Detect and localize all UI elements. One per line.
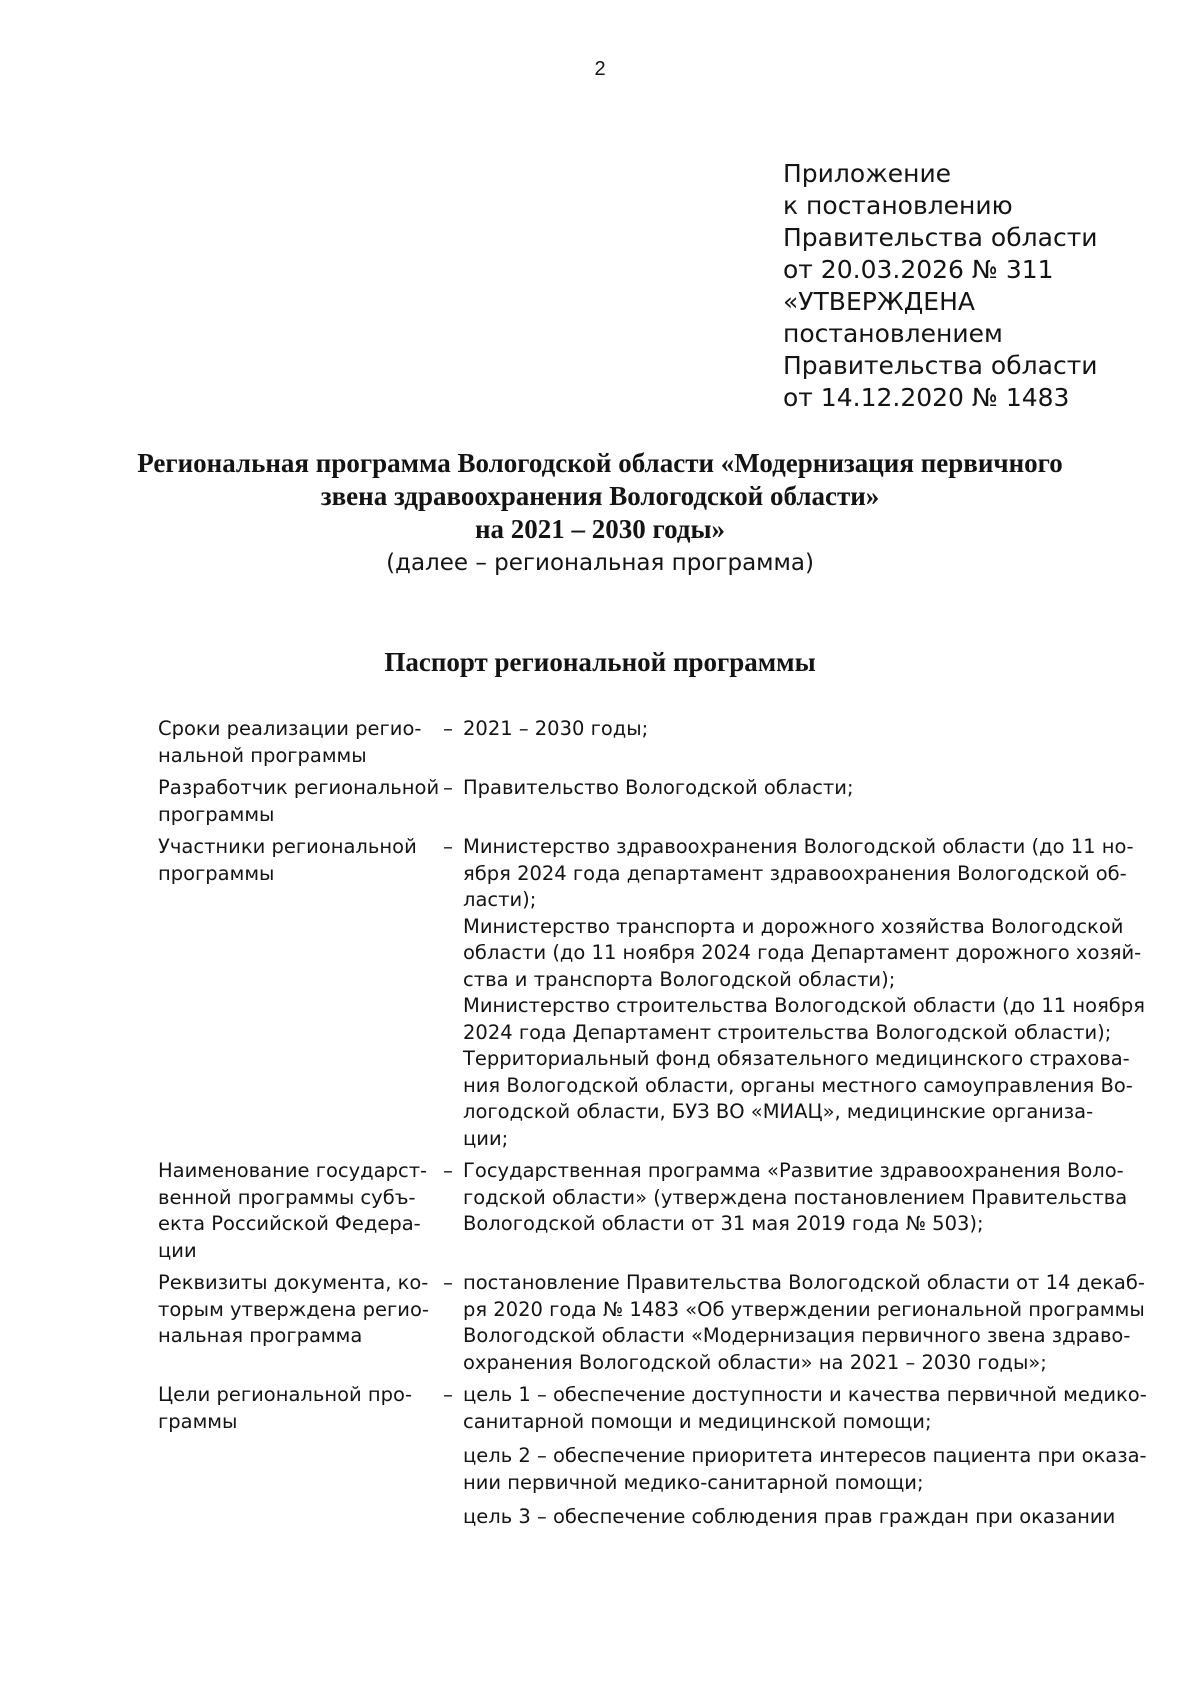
passport-row-value	[463, 1382, 1147, 1531]
approval-line: Правительства области	[783, 351, 1098, 380]
label-line: программы	[158, 802, 275, 826]
label-line: Цели региональной про-	[158, 1383, 412, 1406]
label-line: программы	[158, 861, 275, 885]
paragraph-gap	[463, 1435, 1143, 1443]
value-line: цель 1 – обеспечение доступности и качества первичной медико-	[463, 1383, 1147, 1406]
value-line: логодской области, БУЗ ВО «МИАЦ», медицинские организа-	[463, 1100, 1094, 1123]
passport-row-label	[158, 775, 440, 828]
label-line: екта Российской Федера-	[158, 1212, 421, 1235]
passport-row-value	[463, 1158, 1143, 1238]
value-line: Министерство здравоохранения Вологодской области (до 11 но-	[463, 835, 1134, 858]
value-line: нии первичной медико-санитарной помощи;	[463, 1470, 924, 1494]
passport-row-dash: –	[443, 835, 453, 858]
passport-row-dash: –	[443, 1271, 453, 1294]
value-line: постановление Правительства Вологодской области от 14 декаб-	[463, 1271, 1145, 1294]
passport-row-label	[158, 1270, 437, 1350]
passport-heading: Паспорт региональной программы	[384, 647, 816, 677]
label-line: ции	[158, 1238, 197, 1262]
approval-line: Приложение	[783, 159, 952, 188]
passport-row	[158, 716, 1148, 769]
title-line: на 2021 – 2030 годы»	[474, 514, 726, 544]
value-line: годской области» (утверждена постановлением Правительства	[463, 1185, 1128, 1209]
value-line: цель 2 – обеспечение приоритета интересов пациента при оказа-	[463, 1444, 1147, 1467]
passport-row-label	[158, 834, 437, 887]
value-line: ря 2020 года № 1483 «Об утверждении региональной программы	[463, 1297, 1145, 1321]
label-line: Сроки реализации регио-	[158, 717, 422, 740]
approval-line: Правительства области	[783, 223, 1098, 252]
label-line: венной программы субъ-	[158, 1185, 416, 1209]
value-line: ции;	[463, 1126, 509, 1150]
passport-row	[158, 834, 1148, 1152]
label-line: нальная программа	[158, 1324, 363, 1347]
passport-row	[158, 1270, 1148, 1376]
label-line: Реквизиты документа, ко-	[158, 1271, 429, 1294]
value-line: 2021 – 2030 годы;	[463, 717, 649, 740]
label-line: Наименование государст-	[158, 1159, 428, 1182]
value-line: Вологодской области «Модернизация первичного звена здраво-	[463, 1324, 1131, 1347]
passport-row-dash: –	[443, 1159, 453, 1182]
approval-line: «УТВЕРЖДЕНА	[783, 287, 975, 316]
passport-row	[158, 775, 1148, 828]
document-title	[100, 447, 1100, 580]
passport-row-value	[463, 1270, 1143, 1376]
passport-row-dash: –	[443, 717, 453, 740]
passport-table	[158, 716, 1148, 1537]
label-line: граммы	[158, 1409, 238, 1433]
label-line: Участники региональной	[158, 835, 417, 858]
passport-row-label	[158, 1382, 437, 1435]
label-line: нальной программы	[158, 743, 367, 767]
label-line: Разработчик региональной	[158, 776, 440, 799]
approval-line: от 14.12.2020 № 1483	[783, 383, 1070, 412]
title-subtitle: (далее – региональная программа)	[386, 550, 814, 576]
passport-row-label	[158, 1158, 437, 1264]
value-line: охранения Вологодской области» на 2021 – 2030 годы»;	[463, 1350, 1047, 1374]
approval-line: постановлением	[783, 319, 1003, 348]
value-line: области (до 11 ноября 2024 года Департамент дорожного хозяй-	[463, 941, 1142, 964]
title-line: звена здравоохранения Вологодской области»	[320, 481, 880, 511]
value-line: ября 2024 года департамент здравоохранения Вологодской об-	[463, 861, 1127, 885]
value-line: Министерство транспорта и дорожного хозяйства Вологодской	[463, 914, 1124, 938]
value-line: Вологодской области от 31 мая 2019 года № 503);	[463, 1212, 984, 1235]
page-number: 2	[594, 58, 606, 80]
passport-row-dash: –	[443, 776, 453, 799]
value-line: Правительство Вологодской области;	[463, 776, 854, 799]
value-line: Государственная программа «Развитие здравоохранения Воло-	[463, 1159, 1124, 1182]
passport-row-value	[463, 775, 1143, 802]
value-line: ния Вологодской области, органы местного самоуправления Во-	[463, 1073, 1133, 1097]
value-line: цель 3 – обеспечение соблюдения прав граждан при оказании	[463, 1505, 1116, 1528]
approval-line: к постановлению	[783, 191, 1013, 220]
passport-row-value	[463, 834, 1143, 1152]
passport-row	[158, 1158, 1148, 1264]
passport-row-label	[158, 716, 437, 769]
value-line: Министерство строительства Вологодской области (до 11 ноября	[463, 994, 1145, 1017]
value-line: санитарной помощи и медицинской помощи;	[463, 1409, 932, 1433]
value-line: Территориальный фонд обязательного медицинского страхова-	[463, 1047, 1130, 1070]
passport-row-dash: –	[443, 1383, 453, 1406]
approval-block	[783, 158, 1183, 414]
value-line: ласти);	[463, 888, 537, 911]
label-line: торым утверждена регио-	[158, 1297, 429, 1321]
passport-row-value	[463, 716, 1143, 743]
passport-row	[158, 1382, 1148, 1531]
value-line: ства и транспорта Вологодской области);	[463, 967, 896, 991]
title-line: Региональная программа Вологодской области «Модернизация первичного	[137, 448, 1063, 478]
approval-line: от 20.03.2026 № 311	[783, 255, 1054, 284]
paragraph-gap	[463, 1496, 1143, 1504]
value-line: 2024 года Департамент строительства Вологодской области);	[463, 1020, 1112, 1044]
